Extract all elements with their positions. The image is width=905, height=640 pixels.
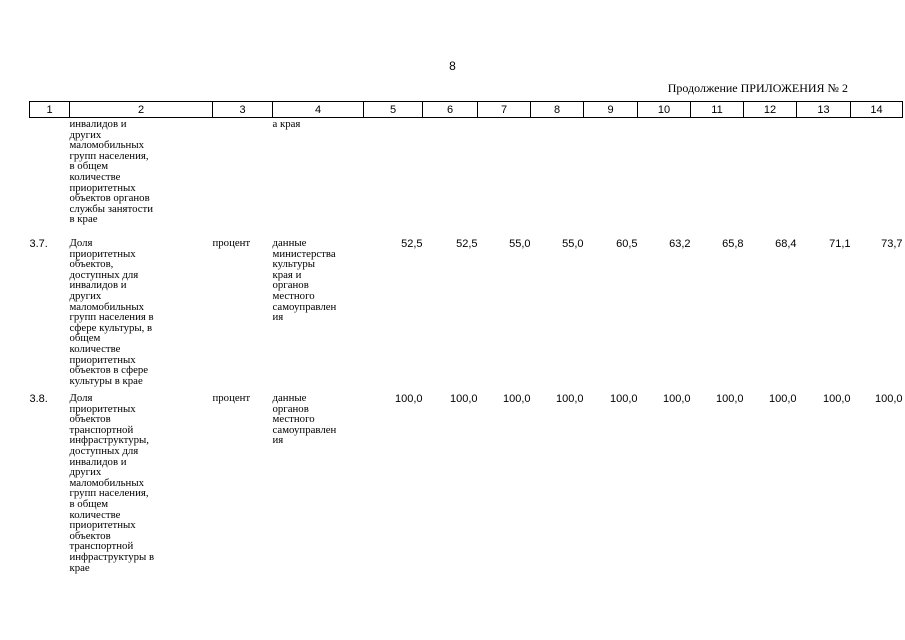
table-row: [30, 233, 903, 388]
value-cell: [364, 118, 423, 234]
value-cell: 52,5: [456, 238, 478, 250]
row-number: [30, 118, 70, 234]
value-cell: [691, 118, 744, 234]
value-cell: 100,0: [394, 393, 423, 405]
value-cell: 100,0: [822, 393, 851, 405]
value-cell: 100,0: [502, 393, 531, 405]
value-cell: [638, 118, 691, 234]
value-cell: [478, 118, 531, 234]
value-cell: 63,2: [669, 238, 691, 250]
column-header: 3: [213, 102, 273, 118]
data-source: а края: [272, 118, 301, 130]
column-header: 8: [531, 102, 584, 118]
value-cell: [851, 118, 903, 234]
table-row: [30, 118, 903, 234]
value-cell: 100,0: [449, 393, 478, 405]
value-cell: 52,5: [401, 238, 423, 250]
row-number: 3.7.: [29, 238, 48, 250]
column-header: 4: [273, 102, 364, 118]
unit-cell: процент: [212, 237, 251, 249]
value-cell: 100,0: [555, 393, 584, 405]
column-header: 13: [797, 102, 851, 118]
value-cell: 100,0: [715, 393, 744, 405]
data-source: данные министерства культуры края и органов местного самоуправлен ия: [272, 237, 337, 324]
indicators-table: [29, 101, 903, 573]
indicator-name: Доля приоритетных объектов, доступных для инвалидов и других маломобильных групп населения в сфере культуры, в общем количестве приоритетных объектов в сфере культуры в крае: [69, 237, 154, 387]
indicator-name: Доля приоритетных объектов транспортной инфраструктуры, доступных для инвалидов и других маломобильных групп населения, в общем количестве приоритетных объектов транспортной инфраструктуры в крае: [69, 392, 155, 574]
table-row: [30, 388, 903, 573]
column-header: 1: [30, 102, 70, 118]
value-cell: 68,4: [775, 238, 797, 250]
value-cell: [584, 118, 638, 234]
value-cell: 100,0: [609, 393, 638, 405]
column-number-row: [30, 102, 903, 118]
value-cell: 55,0: [509, 238, 531, 250]
value-cell: 55,0: [562, 238, 584, 250]
value-cell: 100,0: [874, 393, 903, 405]
value-cell: 100,0: [768, 393, 797, 405]
unit-cell: [213, 118, 273, 234]
column-header: 7: [478, 102, 531, 118]
value-cell: 60,5: [616, 238, 638, 250]
column-header: 14: [851, 102, 903, 118]
column-header: 5: [364, 102, 423, 118]
column-header: 10: [638, 102, 691, 118]
value-cell: 73,7: [881, 238, 903, 250]
value-cell: [797, 118, 851, 234]
value-cell: [744, 118, 797, 234]
unit-cell: процент: [212, 392, 251, 404]
row-number: 3.8.: [29, 393, 48, 405]
indicator-name: инвалидов и других маломобильных групп населения, в общем количестве приоритетных объектов органов службы занятости в крае: [69, 118, 154, 226]
data-source: данные органов местного самоуправлен ия: [272, 392, 337, 447]
column-header: 2: [70, 102, 213, 118]
page-number: 8: [449, 59, 456, 73]
value-cell: 71,1: [829, 238, 851, 250]
value-cell: [423, 118, 478, 234]
column-header: 6: [423, 102, 478, 118]
value-cell: [531, 118, 584, 234]
column-header: 12: [744, 102, 797, 118]
value-cell: 100,0: [662, 393, 691, 405]
column-header: 11: [691, 102, 744, 118]
value-cell: 65,8: [722, 238, 744, 250]
column-header: 9: [584, 102, 638, 118]
appendix-continuation-label: Продолжение ПРИЛОЖЕНИЯ № 2: [667, 81, 848, 95]
